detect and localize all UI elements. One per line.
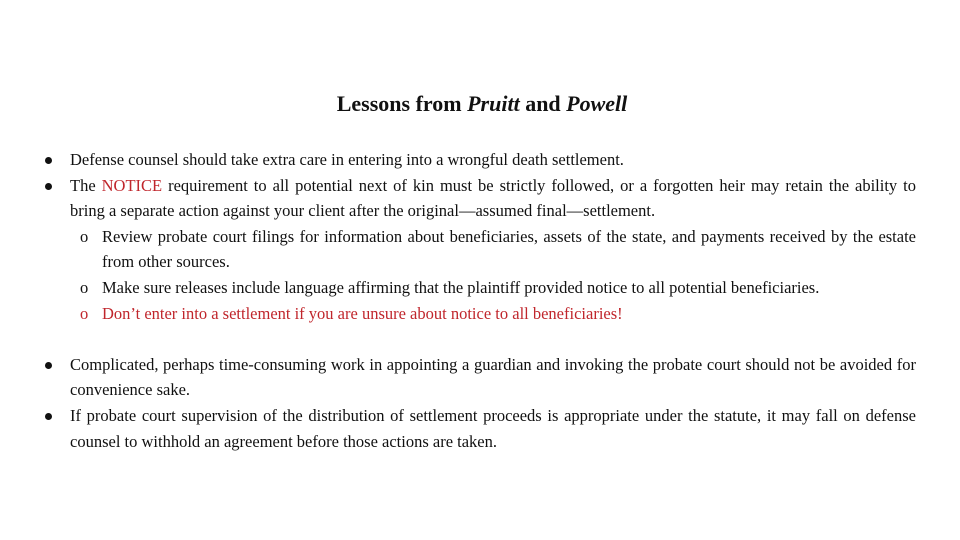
sub-bullet-text: Make sure releases include language affirming that the plaintiff provided notice to all potential beneficiaries. [102,277,820,297]
spacer [44,326,916,352]
bullet-list [44,147,916,454]
sub-bullet-list [80,224,916,326]
bullet-text-before: The [70,175,102,195]
bullet-text: Defense counsel should take extra care in entering into a wrongful death settlement. [70,150,624,169]
title-case-pruitt: Pruitt [467,91,520,116]
bullet-text: Complicated, perhaps time-consuming work in appointing a guardian and invoking the probate court should not be avoided for convenience sake. [70,354,916,400]
title-text-2: and [519,91,567,116]
bullet-text-after: requirement to all potential next of kin must be strictly followed, or a forgotten heir may retain the ability to bring a separate action against your client after the original—assumed final—settlement. [70,175,916,221]
title-text-1: Lessons from [336,91,468,116]
bullet-item [44,147,916,173]
slide-body [44,147,916,454]
bullet-dot-icon [45,157,52,164]
bullet-text: If probate court supervision of the distribution of settlement proceeds is appropriate under the statute, it may fall on defense counsel to withhold an agreement before those actions are taken. [70,405,916,451]
bullet-item [44,352,916,403]
sub-bullet-item-warning [80,301,916,327]
sub-bullet-item [80,224,916,275]
bullet-dot-icon [45,183,52,190]
notice-highlight: NOTICE [101,175,163,195]
sub-bullet-item [80,275,916,301]
sub-bullet-text: Don’t enter into a settlement if you are unsure about notice to all beneficiaries! [102,303,623,323]
circle-marker-icon: o [80,303,89,323]
title-case-powell: Powell [566,91,628,116]
circle-marker-icon: o [80,226,89,246]
slide-title [0,88,960,120]
bullet-dot-icon [45,413,52,420]
circle-marker-icon: o [80,277,89,297]
bullet-item [44,403,916,454]
bullet-item [44,173,916,327]
sub-bullet-text: Review probate court filings for information about beneficiaries, assets of the state, and payments received by the estate from other sources. [102,226,916,272]
bullet-dot-icon [45,362,52,369]
